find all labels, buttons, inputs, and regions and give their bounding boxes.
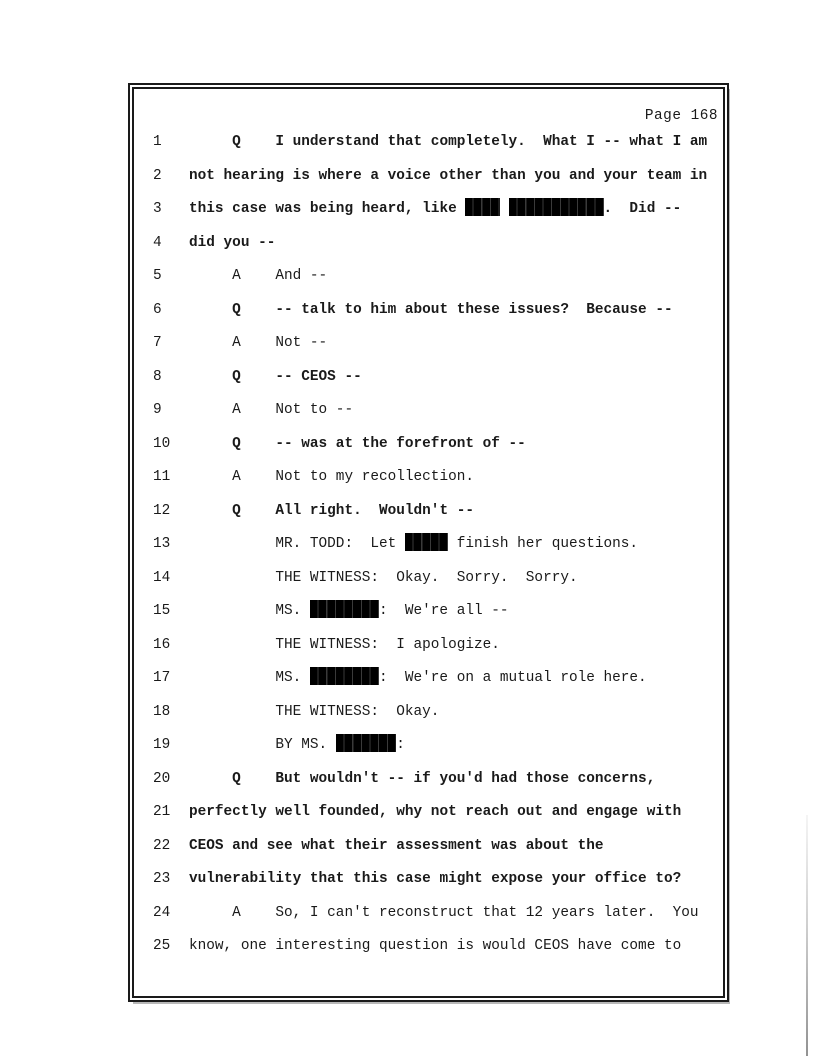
text-segment: Q -- CEOS -- bbox=[189, 368, 362, 385]
transcript-line bbox=[153, 227, 723, 261]
transcript-line bbox=[153, 528, 723, 562]
line-number: 15 bbox=[153, 603, 171, 619]
transcript-line bbox=[153, 562, 723, 596]
line-number: 2 bbox=[153, 167, 162, 184]
text-segment: not hearing is where a voice other than you and your team in bbox=[189, 167, 708, 184]
line-number: 4 bbox=[153, 234, 162, 251]
line-number: 23 bbox=[153, 871, 171, 887]
text-segment: A Not to my recollection. bbox=[189, 469, 474, 485]
text-segment: BY MS. bbox=[189, 737, 336, 753]
line-text bbox=[189, 696, 439, 730]
transcript-line bbox=[153, 126, 723, 160]
text-segment: THE WITNESS: Okay. Sorry. Sorry. bbox=[189, 569, 578, 586]
redaction-bar bbox=[405, 533, 448, 551]
redaction-bar bbox=[509, 198, 604, 216]
transcript-line bbox=[153, 729, 723, 763]
text-segment: THE WITNESS: I apologize. bbox=[189, 636, 500, 653]
line-text bbox=[189, 528, 638, 562]
line-text bbox=[189, 495, 474, 529]
redaction-bar bbox=[336, 734, 396, 752]
line-number: 3 bbox=[153, 201, 162, 217]
text-segment: A Not to -- bbox=[189, 402, 354, 418]
line-number: 12 bbox=[153, 502, 171, 519]
transcript-line bbox=[153, 327, 723, 361]
line-text bbox=[189, 897, 699, 931]
text-segment: Q -- talk to him about these issues? Because -- bbox=[189, 301, 673, 318]
text-segment: A Not -- bbox=[189, 335, 328, 351]
line-number: 5 bbox=[153, 268, 162, 284]
transcript-line bbox=[153, 830, 723, 864]
line-number: 7 bbox=[153, 335, 162, 351]
text-segment: Q But wouldn't -- if you'd had those concerns, bbox=[189, 770, 656, 787]
text-segment: perfectly well founded, why not reach out and engage with bbox=[189, 804, 682, 820]
text-segment: MS. bbox=[189, 670, 310, 686]
line-text bbox=[189, 394, 353, 428]
line-number: 13 bbox=[153, 536, 171, 552]
line-number: 20 bbox=[153, 770, 171, 787]
text-segment: this case was being heard, like bbox=[189, 201, 466, 217]
text-segment: THE WITNESS: Okay. bbox=[189, 703, 440, 720]
line-text bbox=[189, 763, 655, 797]
text-segment: : We're on a mutual role here. bbox=[378, 670, 647, 686]
text-segment: know, one interesting question is would CEOS have come to bbox=[189, 938, 682, 954]
text-segment: . Did -- bbox=[603, 201, 682, 217]
transcript-line bbox=[153, 428, 723, 462]
line-number: 8 bbox=[153, 368, 162, 385]
redaction-bar bbox=[310, 667, 379, 685]
text-segment: did you -- bbox=[189, 234, 276, 251]
line-text bbox=[189, 662, 647, 696]
text-segment: vulnerability that this case might expose your office to? bbox=[189, 871, 682, 887]
text-segment: finish her questions. bbox=[448, 536, 639, 552]
line-number: 25 bbox=[153, 938, 171, 954]
line-text bbox=[189, 327, 327, 361]
line-number: 17 bbox=[153, 670, 171, 686]
line-text bbox=[189, 629, 500, 663]
line-number: 19 bbox=[153, 737, 171, 753]
line-text bbox=[189, 126, 707, 160]
line-number: 21 bbox=[153, 804, 171, 820]
line-number: 24 bbox=[153, 904, 171, 921]
text-segment: : bbox=[396, 737, 405, 753]
transcript-line bbox=[153, 662, 723, 696]
scan-artifact-line bbox=[806, 815, 808, 1056]
line-number: 10 bbox=[153, 435, 171, 452]
redaction-bar bbox=[465, 198, 500, 216]
transcript-line bbox=[153, 930, 723, 964]
line-text bbox=[189, 461, 474, 495]
line-text bbox=[189, 260, 327, 294]
line-number: 11 bbox=[153, 469, 171, 485]
line-text bbox=[189, 294, 673, 328]
transcript-line bbox=[153, 394, 723, 428]
line-text bbox=[189, 863, 681, 897]
page-number-header: Page 168 bbox=[644, 108, 718, 124]
transcript-line bbox=[153, 361, 723, 395]
line-number: 22 bbox=[153, 837, 171, 854]
transcript-line bbox=[153, 696, 723, 730]
line-text bbox=[189, 562, 578, 596]
redaction-bar bbox=[310, 600, 379, 618]
transcript-line bbox=[153, 294, 723, 328]
transcript-line bbox=[153, 763, 723, 797]
line-text bbox=[189, 193, 681, 227]
text-segment: Q I understand that completely. What I -- what I am bbox=[189, 134, 708, 150]
line-text bbox=[189, 227, 275, 261]
text-segment: : We're all -- bbox=[378, 603, 509, 619]
text-segment: A So, I can't reconstruct that 12 years later. You bbox=[189, 904, 699, 921]
line-text bbox=[189, 361, 362, 395]
transcript-line bbox=[153, 897, 723, 931]
transcript-line bbox=[153, 863, 723, 897]
line-text bbox=[189, 428, 526, 462]
text-segment bbox=[500, 201, 509, 217]
transcript-line bbox=[153, 461, 723, 495]
line-number: 9 bbox=[153, 402, 162, 418]
text-segment: MR. TODD: Let bbox=[189, 536, 405, 552]
text-segment: A And -- bbox=[189, 268, 328, 284]
line-text bbox=[189, 930, 681, 964]
line-text bbox=[189, 160, 707, 194]
transcript-line bbox=[153, 629, 723, 663]
text-segment: MS. bbox=[189, 603, 310, 619]
line-number: 16 bbox=[153, 636, 171, 653]
transcript-line bbox=[153, 260, 723, 294]
line-text bbox=[189, 729, 405, 763]
line-text bbox=[189, 796, 681, 830]
line-number: 14 bbox=[153, 569, 171, 586]
line-number: 18 bbox=[153, 703, 171, 720]
transcript-line bbox=[153, 796, 723, 830]
transcript-line bbox=[153, 495, 723, 529]
line-number: 1 bbox=[153, 134, 162, 150]
line-text bbox=[189, 595, 509, 629]
text-segment: CEOS and see what their assessment was about the bbox=[189, 837, 604, 854]
transcript-line bbox=[153, 160, 723, 194]
line-text bbox=[189, 830, 604, 864]
transcript-body bbox=[153, 126, 723, 964]
line-number: 6 bbox=[153, 301, 162, 318]
text-segment: Q All right. Wouldn't -- bbox=[189, 502, 474, 519]
transcript-line bbox=[153, 193, 723, 227]
text-segment: Q -- was at the forefront of -- bbox=[189, 435, 526, 452]
transcript-line bbox=[153, 595, 723, 629]
